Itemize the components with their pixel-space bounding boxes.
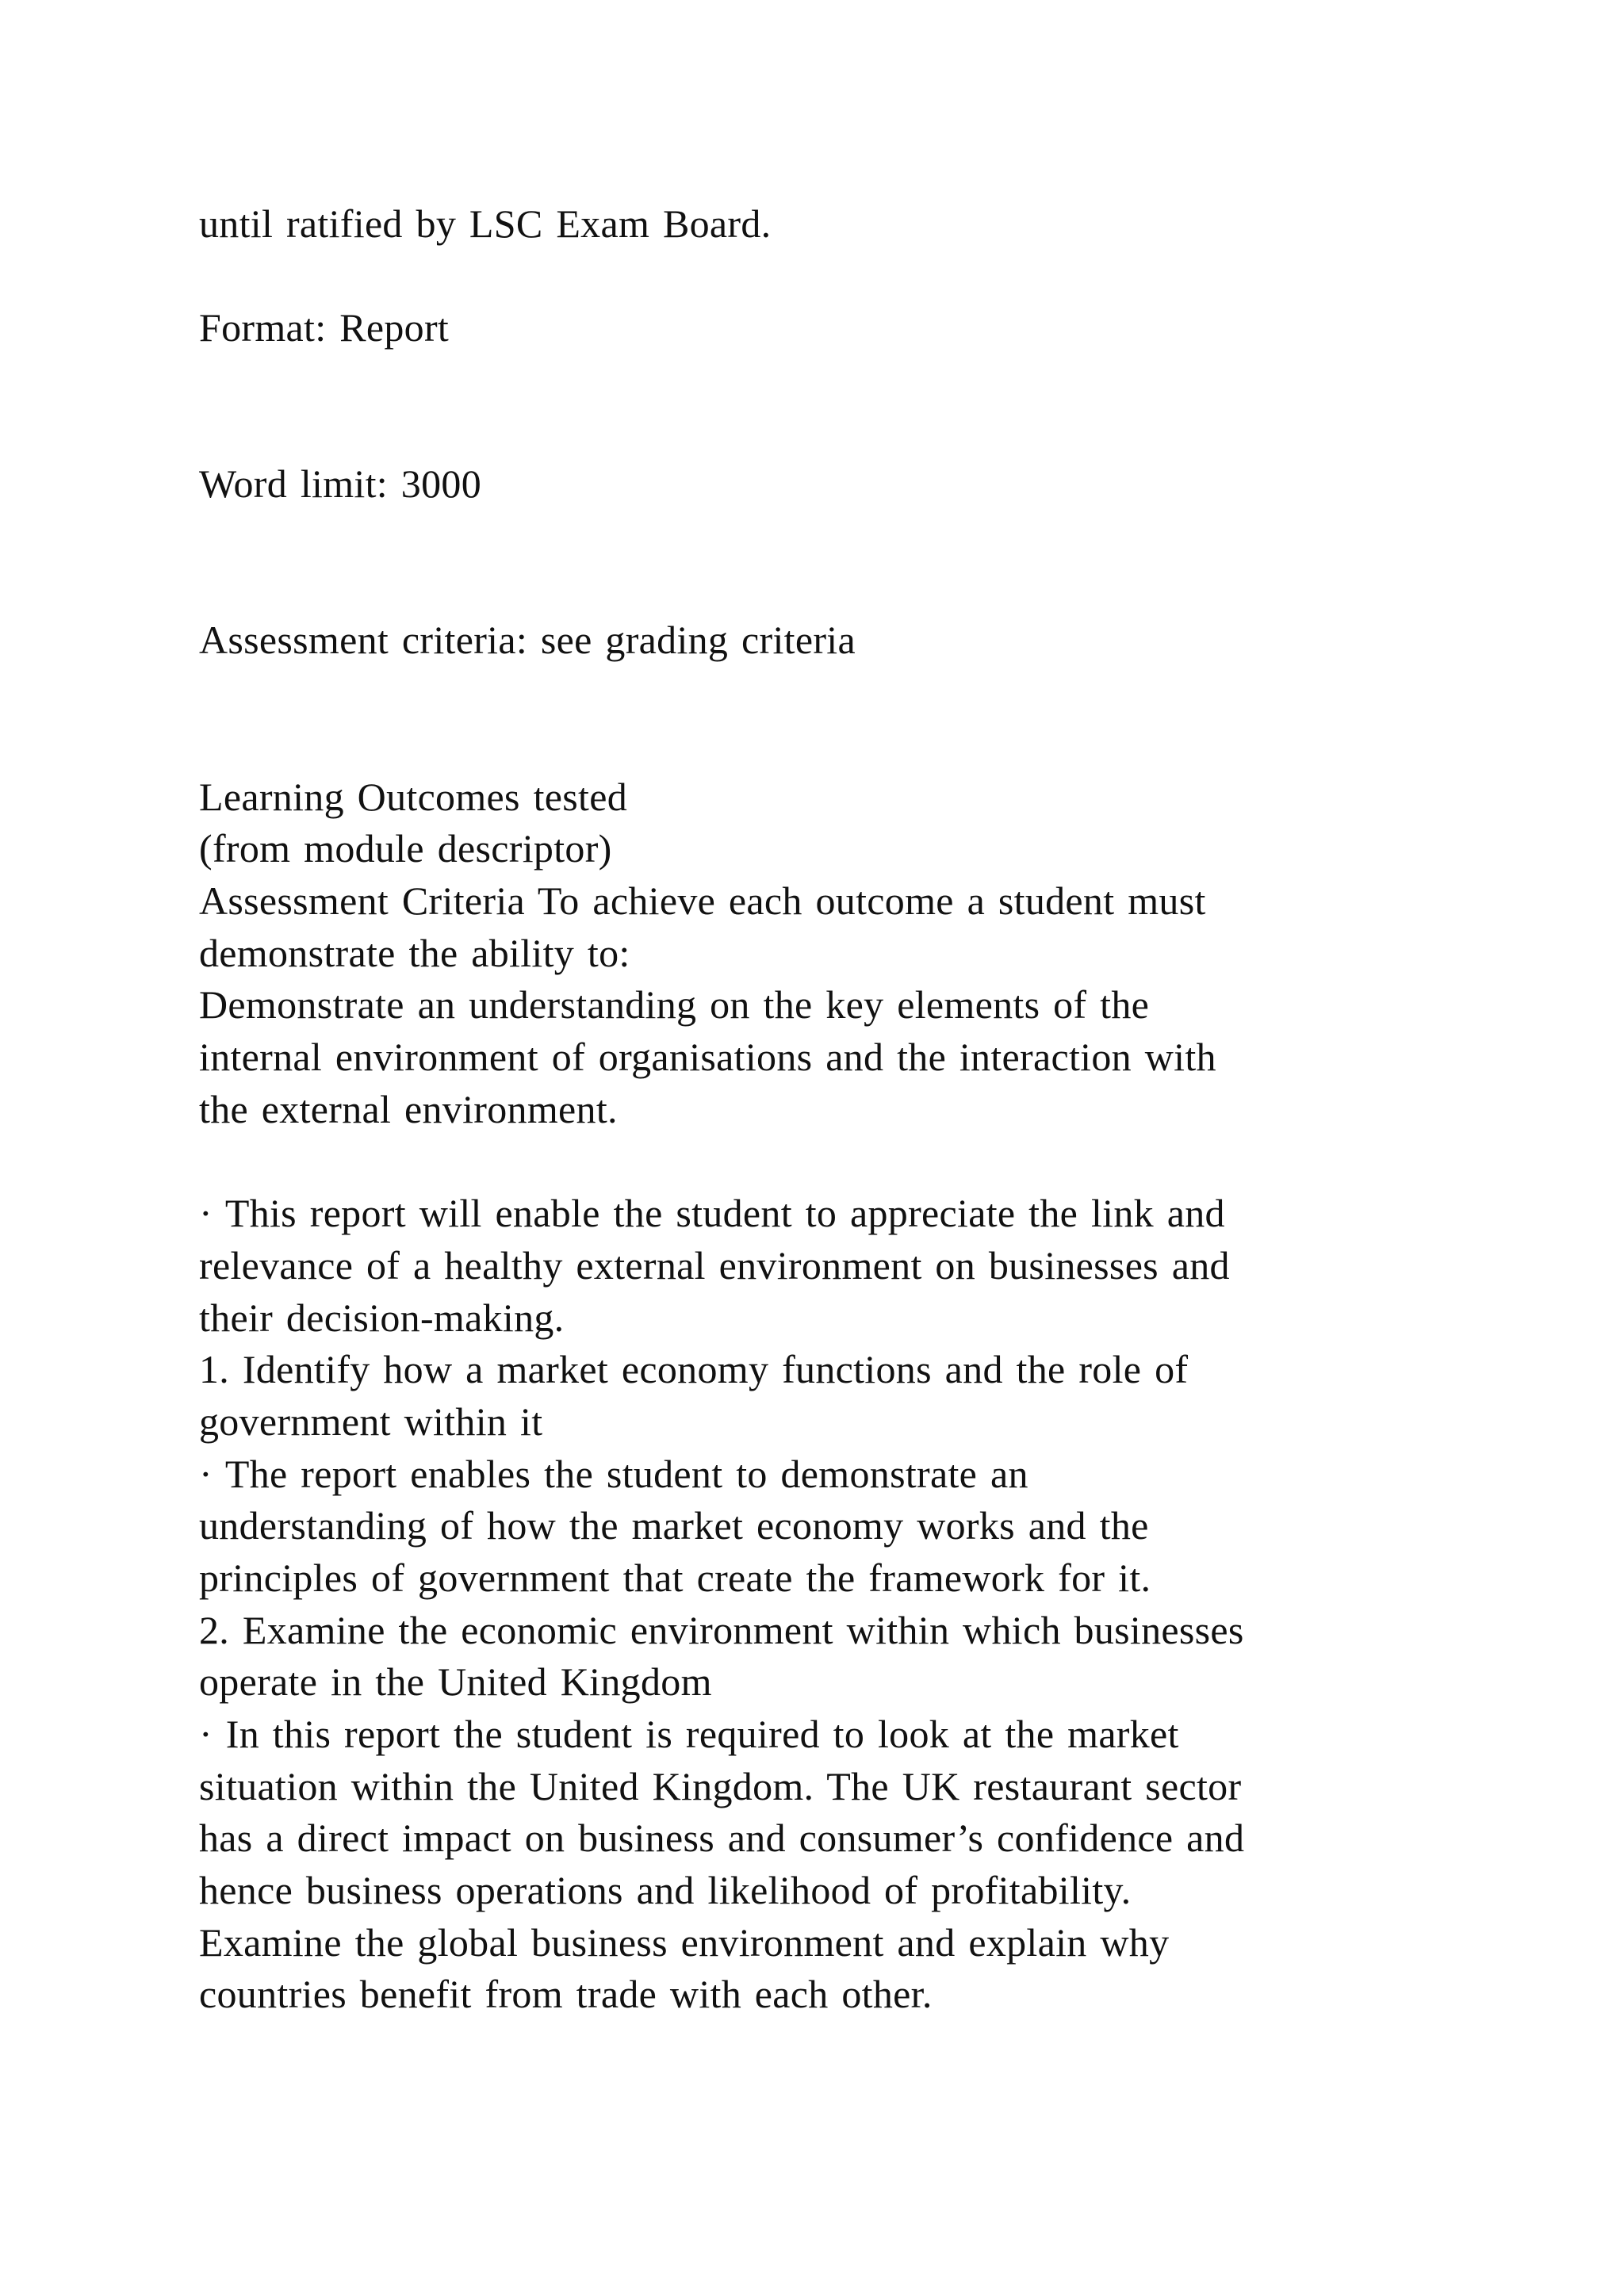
text-line: relevance of a healthy external environment on businesses and: [199, 1243, 1230, 1288]
text-line: situation within the United Kingdom. The UK restaurant sector: [199, 1764, 1242, 1808]
text-line: Examine the global business environment and explain why: [199, 1920, 1170, 1965]
text-line: principles of government that create the framework for it.: [199, 1556, 1151, 1600]
assessment-criteria-line: Assessment criteria: see grading criteria: [199, 618, 856, 662]
text-line: · The report enables the student to demonstrate an: [199, 1452, 1028, 1496]
word-limit-line: Word limit: 3000: [199, 461, 481, 506]
text-line: has a direct impact on business and consumer’s confidence and: [199, 1816, 1245, 1860]
text-line: Demonstrate an understanding on the key elements of the: [199, 982, 1150, 1027]
text-line: Assessment Criteria To achieve each outcome a student must: [199, 878, 1206, 923]
text-line: their decision-making.: [199, 1295, 565, 1340]
text-line: (from module descriptor): [199, 826, 612, 871]
text-line: operate in the United Kingdom: [199, 1659, 712, 1704]
text-line: internal environment of organisations and the interaction with: [199, 1035, 1216, 1079]
text-line: the external environment.: [199, 1087, 618, 1131]
text-line: Learning Outcomes tested: [199, 775, 628, 819]
text-line: government within it: [199, 1399, 543, 1444]
text-line: understanding of how the market economy works and the: [199, 1503, 1149, 1548]
text-line: · In this report the student is required to look at the market: [199, 1712, 1179, 1756]
text-line: 1. Identify how a market economy functions and the role of: [199, 1347, 1189, 1391]
format-line: Format: Report: [199, 305, 450, 350]
ratification-note: until ratified by LSC Exam Board.: [199, 201, 772, 246]
text-line: 2. Examine the economic environment within which businesses: [199, 1608, 1244, 1652]
text-line: hence business operations and likelihood of profitability.: [199, 1868, 1132, 1912]
text-line: countries benefit from trade with each other.: [199, 1972, 933, 2016]
text-line: demonstrate the ability to:: [199, 931, 630, 975]
text-line: · This report will enable the student to appreciate the link and: [199, 1191, 1225, 1235]
